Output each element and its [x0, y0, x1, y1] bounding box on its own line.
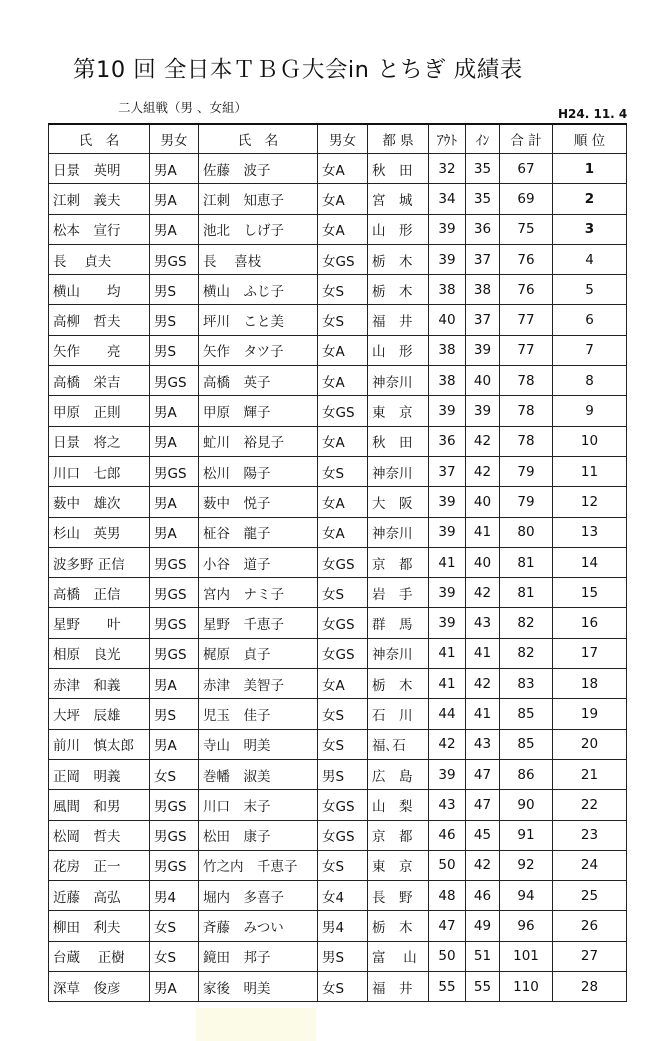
player2-name: 鏡田 邦子	[199, 941, 318, 971]
player2-class: 女A	[318, 335, 368, 365]
total-score: 80	[500, 517, 553, 547]
table-row	[49, 366, 627, 396]
player2-name: 虻川 裕見子	[199, 426, 318, 456]
out-score: 40	[429, 305, 466, 335]
total-score: 101	[500, 941, 553, 971]
rank: 2	[553, 184, 627, 214]
rank: 7	[553, 335, 627, 365]
player1-class: 男A	[150, 669, 199, 699]
player1-class: 男A	[150, 517, 199, 547]
table-row	[49, 154, 627, 184]
prefecture: 広 島	[368, 759, 429, 789]
player1-class: 女S	[150, 941, 199, 971]
rank: 11	[553, 456, 627, 486]
prefecture: 山 形	[368, 335, 429, 365]
out-score: 42	[429, 729, 466, 759]
total-score: 78	[500, 426, 553, 456]
player2-class: 女GS	[318, 244, 368, 274]
total-score: 85	[500, 729, 553, 759]
col-header-gender1: 男女	[150, 124, 199, 154]
in-score: 37	[466, 244, 500, 274]
out-score: 39	[429, 214, 466, 244]
in-score: 47	[466, 759, 500, 789]
col-header-prefecture: 都 県	[368, 124, 429, 154]
rank: 19	[553, 699, 627, 729]
in-score: 43	[466, 608, 500, 638]
prefecture: 山 梨	[368, 790, 429, 820]
in-score: 35	[466, 184, 500, 214]
player2-name: 星野 千恵子	[199, 608, 318, 638]
out-score: 37	[429, 456, 466, 486]
player2-name: 竹之内 千恵子	[199, 850, 318, 880]
player2-name: 薮中 悦子	[199, 487, 318, 517]
total-score: 76	[500, 244, 553, 274]
player2-class: 女S	[318, 275, 368, 305]
total-score: 83	[500, 669, 553, 699]
player1-name: 深草 俊彦	[49, 972, 150, 1002]
rank: 5	[553, 275, 627, 305]
in-score: 39	[466, 335, 500, 365]
table-row	[49, 881, 627, 911]
player1-class: 男GS	[150, 547, 199, 577]
player1-class: 男GS	[150, 850, 199, 880]
player1-class: 男S	[150, 305, 199, 335]
out-score: 55	[429, 972, 466, 1002]
in-score: 42	[466, 426, 500, 456]
total-score: 75	[500, 214, 553, 244]
in-score: 43	[466, 729, 500, 759]
rank: 20	[553, 729, 627, 759]
player2-class: 女S	[318, 305, 368, 335]
player1-class: 男4	[150, 881, 199, 911]
in-score: 35	[466, 154, 500, 184]
col-header-gender2: 男女	[318, 124, 368, 154]
in-score: 49	[466, 911, 500, 941]
player2-name: 梶原 貞子	[199, 638, 318, 668]
table-row	[49, 305, 627, 335]
rank: 22	[553, 790, 627, 820]
prefecture: 東 京	[368, 396, 429, 426]
total-score: 86	[500, 759, 553, 789]
player2-name: 赤津 美智子	[199, 669, 318, 699]
player2-class: 女S	[318, 578, 368, 608]
player2-class: 男S	[318, 759, 368, 789]
in-score: 37	[466, 305, 500, 335]
total-score: 81	[500, 578, 553, 608]
player1-name: 甲原 正則	[49, 396, 150, 426]
out-score: 39	[429, 759, 466, 789]
table-row	[49, 699, 627, 729]
player1-class: 男A	[150, 972, 199, 1002]
player1-name: 前川 慎太郎	[49, 729, 150, 759]
table-row	[49, 547, 627, 577]
event-subtitle: 二人組戦（男 、女組）	[118, 100, 247, 115]
player2-class: 女A	[318, 366, 368, 396]
player1-name: 相原 良光	[49, 638, 150, 668]
rank: 25	[553, 881, 627, 911]
prefecture: 富 山	[368, 941, 429, 971]
total-score: 81	[500, 547, 553, 577]
player2-class: 女GS	[318, 608, 368, 638]
player1-name: 杉山 英男	[49, 517, 150, 547]
prefecture: 石 川	[368, 699, 429, 729]
results-body	[49, 154, 627, 1002]
table-row	[49, 244, 627, 274]
player1-class: 男S	[150, 275, 199, 305]
player1-name: 高橋 栄吉	[49, 366, 150, 396]
player1-class: 男A	[150, 396, 199, 426]
in-score: 51	[466, 941, 500, 971]
table-row	[49, 820, 627, 850]
player2-name: 宮内 ナミ子	[199, 578, 318, 608]
out-score: 38	[429, 275, 466, 305]
out-score: 48	[429, 881, 466, 911]
player2-class: 女A	[318, 184, 368, 214]
rank: 28	[553, 972, 627, 1002]
player2-name: 佐藤 波子	[199, 154, 318, 184]
total-score: 69	[500, 184, 553, 214]
in-score: 42	[466, 578, 500, 608]
player1-name: 川口 七郎	[49, 456, 150, 486]
out-score: 39	[429, 487, 466, 517]
player2-name: 江刺 知恵子	[199, 184, 318, 214]
player2-class: 女GS	[318, 820, 368, 850]
player1-name: 波多野 正信	[49, 547, 150, 577]
player2-name: 斉藤 みつい	[199, 911, 318, 941]
player1-name: 日景 将之	[49, 426, 150, 456]
prefecture: 山 形	[368, 214, 429, 244]
player2-name: 柾谷 龍子	[199, 517, 318, 547]
in-score: 38	[466, 275, 500, 305]
player2-name: 家後 明美	[199, 972, 318, 1002]
prefecture: 長 野	[368, 881, 429, 911]
out-score: 39	[429, 396, 466, 426]
player1-class: 男A	[150, 487, 199, 517]
in-score: 40	[466, 487, 500, 517]
out-score: 39	[429, 517, 466, 547]
player1-class: 男GS	[150, 456, 199, 486]
event-date: H24. 11. 4	[558, 107, 628, 121]
prefecture: 宮 城	[368, 184, 429, 214]
player2-name: 長 喜枝	[199, 244, 318, 274]
player1-name: 江刺 義夫	[49, 184, 150, 214]
out-score: 36	[429, 426, 466, 456]
out-score: 38	[429, 335, 466, 365]
prefecture: 京 都	[368, 820, 429, 850]
rank: 24	[553, 850, 627, 880]
prefecture: 福 井	[368, 305, 429, 335]
rank: 18	[553, 669, 627, 699]
prefecture: 岩 手	[368, 578, 429, 608]
in-score: 46	[466, 881, 500, 911]
player1-name: 正岡 明義	[49, 759, 150, 789]
table-row	[49, 517, 627, 547]
total-score: 90	[500, 790, 553, 820]
player2-class: 男S	[318, 941, 368, 971]
player1-name: 松岡 哲夫	[49, 820, 150, 850]
in-score: 41	[466, 638, 500, 668]
total-score: 78	[500, 396, 553, 426]
prefecture: 栃 木	[368, 669, 429, 699]
total-score: 82	[500, 638, 553, 668]
rank: 23	[553, 820, 627, 850]
out-score: 46	[429, 820, 466, 850]
out-score: 39	[429, 244, 466, 274]
document-title: 第10 回 全日本ＴＢＧ大会in とちぎ 成績表	[73, 57, 523, 83]
player2-name: 小谷 道子	[199, 547, 318, 577]
table-row	[49, 214, 627, 244]
player2-name: 松川 陽子	[199, 456, 318, 486]
in-score: 40	[466, 547, 500, 577]
rank: 15	[553, 578, 627, 608]
player1-class: 男A	[150, 214, 199, 244]
prefecture: 神奈川	[368, 366, 429, 396]
player1-class: 男A	[150, 426, 199, 456]
rank: 9	[553, 396, 627, 426]
total-score: 78	[500, 366, 553, 396]
prefecture: 神奈川	[368, 517, 429, 547]
player1-name: 星野 叶	[49, 608, 150, 638]
rank: 3	[553, 214, 627, 244]
player1-class: 男S	[150, 335, 199, 365]
player1-name: 矢作 亮	[49, 335, 150, 365]
in-score: 41	[466, 699, 500, 729]
player2-name: 池北 しげ子	[199, 214, 318, 244]
table-row	[49, 487, 627, 517]
player2-name: 巻幡 淑美	[199, 759, 318, 789]
rank: 17	[553, 638, 627, 668]
player1-name: 台蔵 正樹	[49, 941, 150, 971]
player1-class: 女S	[150, 759, 199, 789]
total-score: 82	[500, 608, 553, 638]
out-score: 50	[429, 850, 466, 880]
player1-name: 高橋 正信	[49, 578, 150, 608]
player1-class: 男GS	[150, 608, 199, 638]
player2-name: 矢作 タツ子	[199, 335, 318, 365]
prefecture: 福､石	[368, 729, 429, 759]
prefecture: 秋 田	[368, 426, 429, 456]
rank: 1	[553, 154, 627, 184]
player1-name: 柳田 利夫	[49, 911, 150, 941]
out-score: 41	[429, 547, 466, 577]
player1-name: 高柳 哲夫	[49, 305, 150, 335]
player1-class: 男GS	[150, 578, 199, 608]
player2-name: 堀内 多喜子	[199, 881, 318, 911]
col-header-rank: 順 位	[553, 124, 627, 154]
total-score: 110	[500, 972, 553, 1002]
player1-name: 日景 英明	[49, 154, 150, 184]
player2-name: 寺山 明美	[199, 729, 318, 759]
player1-name: 大坪 辰雄	[49, 699, 150, 729]
table-row	[49, 972, 627, 1002]
in-score: 45	[466, 820, 500, 850]
total-score: 77	[500, 305, 553, 335]
table-row	[49, 396, 627, 426]
player2-class: 女S	[318, 456, 368, 486]
rank: 14	[553, 547, 627, 577]
table-row	[49, 941, 627, 971]
player1-name: 薮中 雄次	[49, 487, 150, 517]
total-score: 67	[500, 154, 553, 184]
results-table	[48, 123, 627, 1002]
rank: 10	[553, 426, 627, 456]
prefecture: 神奈川	[368, 638, 429, 668]
player2-name: 甲原 輝子	[199, 396, 318, 426]
table-row	[49, 456, 627, 486]
in-score: 47	[466, 790, 500, 820]
player2-class: 女GS	[318, 396, 368, 426]
table-row	[49, 335, 627, 365]
table-row	[49, 275, 627, 305]
header-row	[49, 124, 627, 154]
out-score: 32	[429, 154, 466, 184]
player2-class: 女A	[318, 426, 368, 456]
rank: 26	[553, 911, 627, 941]
out-score: 44	[429, 699, 466, 729]
prefecture: 神奈川	[368, 456, 429, 486]
paper-mark	[196, 1008, 316, 1041]
total-score: 85	[500, 699, 553, 729]
rank: 13	[553, 517, 627, 547]
out-score: 38	[429, 366, 466, 396]
rank: 12	[553, 487, 627, 517]
player1-name: 横山 均	[49, 275, 150, 305]
table-row	[49, 911, 627, 941]
out-score: 34	[429, 184, 466, 214]
rank: 6	[553, 305, 627, 335]
player2-name: 坪川 こと美	[199, 305, 318, 335]
player1-class: 男A	[150, 729, 199, 759]
rank: 27	[553, 941, 627, 971]
out-score: 41	[429, 669, 466, 699]
table-row	[49, 638, 627, 668]
player1-class: 男A	[150, 154, 199, 184]
player1-class: 男A	[150, 184, 199, 214]
rank: 16	[553, 608, 627, 638]
prefecture: 秋 田	[368, 154, 429, 184]
in-score: 42	[466, 669, 500, 699]
total-score: 96	[500, 911, 553, 941]
player2-class: 女A	[318, 487, 368, 517]
col-header-out: ｱｳﾄ	[429, 124, 466, 154]
col-header-player2: 氏 名	[199, 124, 318, 154]
prefecture: 福 井	[368, 972, 429, 1002]
player1-class: 男GS	[150, 366, 199, 396]
out-score: 50	[429, 941, 466, 971]
table-row	[49, 578, 627, 608]
player1-name: 花房 正一	[49, 850, 150, 880]
in-score: 40	[466, 366, 500, 396]
player1-class: 男GS	[150, 790, 199, 820]
total-score: 94	[500, 881, 553, 911]
prefecture: 東 京	[368, 850, 429, 880]
in-score: 42	[466, 850, 500, 880]
player2-class: 男4	[318, 911, 368, 941]
player1-name: 松本 宣行	[49, 214, 150, 244]
col-header-player1: 氏 名	[49, 124, 150, 154]
total-score: 79	[500, 487, 553, 517]
rank: 21	[553, 759, 627, 789]
col-header-total: 合 計	[500, 124, 553, 154]
player2-class: 女A	[318, 517, 368, 547]
player1-class: 男GS	[150, 820, 199, 850]
out-score: 43	[429, 790, 466, 820]
prefecture: 栃 木	[368, 275, 429, 305]
player2-class: 女A	[318, 214, 368, 244]
in-score: 55	[466, 972, 500, 1002]
in-score: 36	[466, 214, 500, 244]
table-row	[49, 608, 627, 638]
in-score: 42	[466, 456, 500, 486]
player1-name: 長 貞夫	[49, 244, 150, 274]
player2-name: 横山 ふじ子	[199, 275, 318, 305]
player2-class: 女S	[318, 699, 368, 729]
table-row	[49, 184, 627, 214]
table-row	[49, 669, 627, 699]
prefecture: 群 馬	[368, 608, 429, 638]
player1-class: 女S	[150, 911, 199, 941]
player2-name: 児玉 佳子	[199, 699, 318, 729]
in-score: 41	[466, 517, 500, 547]
table-row	[49, 426, 627, 456]
col-header-in: ｲﾝ	[466, 124, 500, 154]
player2-class: 女GS	[318, 547, 368, 577]
player2-class: 女S	[318, 729, 368, 759]
total-score: 79	[500, 456, 553, 486]
player2-class: 女GS	[318, 790, 368, 820]
player1-class: 男GS	[150, 244, 199, 274]
player1-class: 男GS	[150, 638, 199, 668]
total-score: 76	[500, 275, 553, 305]
table-row	[49, 850, 627, 880]
out-score: 47	[429, 911, 466, 941]
table-row	[49, 729, 627, 759]
player1-name: 近藤 高弘	[49, 881, 150, 911]
player2-class: 女GS	[318, 638, 368, 668]
in-score: 39	[466, 396, 500, 426]
rank: 4	[553, 244, 627, 274]
prefecture: 栃 木	[368, 244, 429, 274]
player2-class: 女S	[318, 972, 368, 1002]
player1-class: 男S	[150, 699, 199, 729]
out-score: 39	[429, 578, 466, 608]
total-score: 77	[500, 335, 553, 365]
player2-class: 女A	[318, 669, 368, 699]
prefecture: 京 都	[368, 547, 429, 577]
table-row	[49, 790, 627, 820]
player1-name: 赤津 和義	[49, 669, 150, 699]
player2-name: 高橋 英子	[199, 366, 318, 396]
player2-class: 女4	[318, 881, 368, 911]
player2-class: 女S	[318, 850, 368, 880]
total-score: 91	[500, 820, 553, 850]
out-score: 39	[429, 608, 466, 638]
player2-name: 川口 末子	[199, 790, 318, 820]
prefecture: 大 阪	[368, 487, 429, 517]
table-row	[49, 759, 627, 789]
prefecture: 栃 木	[368, 911, 429, 941]
total-score: 92	[500, 850, 553, 880]
player1-name: 風間 和男	[49, 790, 150, 820]
rank: 8	[553, 366, 627, 396]
out-score: 41	[429, 638, 466, 668]
player2-name: 松田 康子	[199, 820, 318, 850]
player2-class: 女A	[318, 154, 368, 184]
